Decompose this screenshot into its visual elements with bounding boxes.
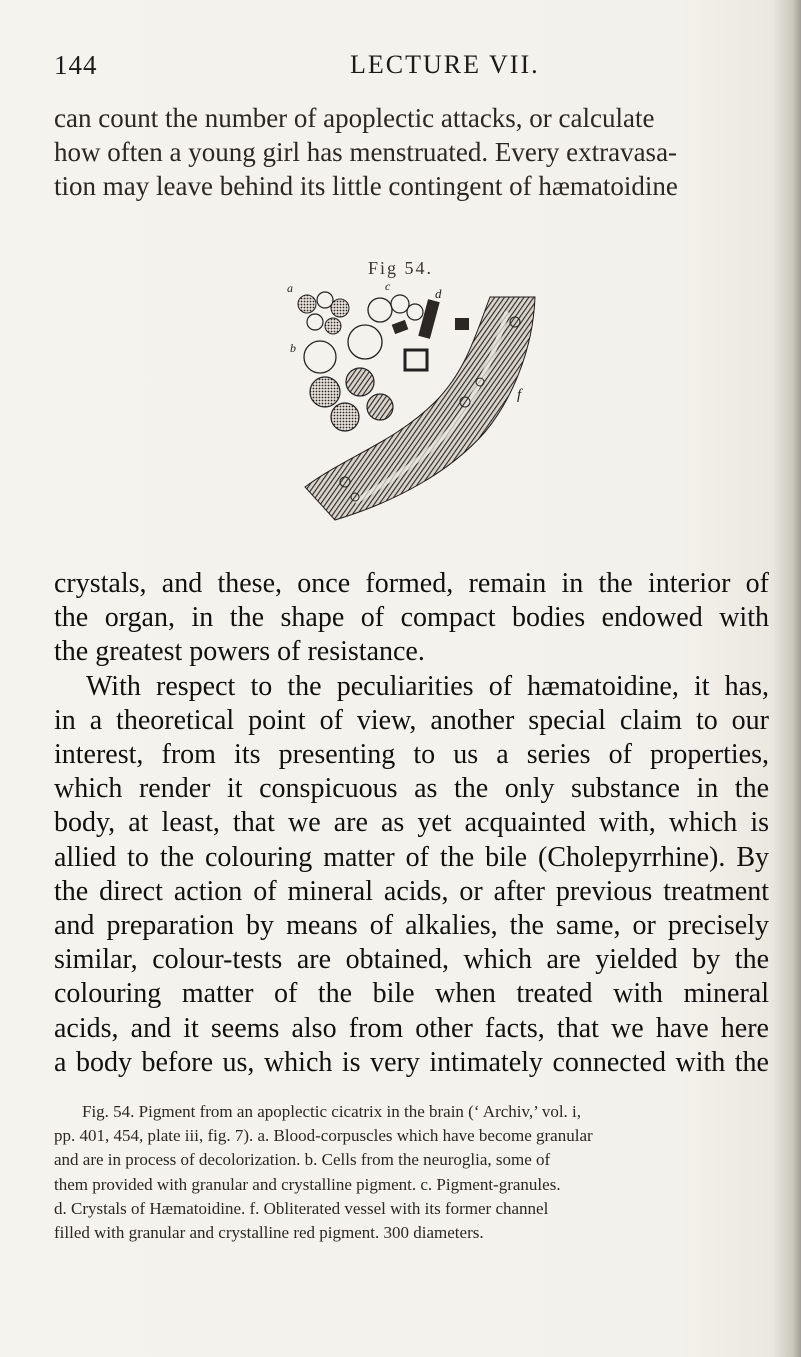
- caption-line: and are in process of decolorization. b. Cells from the neuroglia, some of: [54, 1150, 551, 1170]
- text-line: acids, and it seems also from other facts, that we have here: [54, 1012, 769, 1044]
- figure-letter: b: [290, 341, 296, 355]
- page-number: 144: [54, 50, 98, 80]
- neuroglia-cell: [348, 325, 382, 359]
- corpuscle: [325, 318, 341, 334]
- text-line: a body before us, which is very intimately connected with the: [54, 1046, 769, 1078]
- caption-line: them provided with granular and crystalline pigment. c. Pigment-granules.: [54, 1174, 561, 1194]
- haematoidine-crystal: [455, 318, 469, 330]
- haematoidine-crystal: [392, 320, 409, 334]
- text-line: the organ, in the shape of compact bodies endowed with: [54, 602, 769, 634]
- caption-line: filled with granular and crystalline red pigment. 300 diameters.: [54, 1223, 484, 1243]
- corpuscle: [307, 314, 323, 330]
- pigment-cell: [407, 304, 423, 320]
- text-line: similar, colour-tests are obtained, which are yielded by the: [54, 944, 769, 976]
- neuroglia-cell: [331, 403, 359, 431]
- running-head: [0, 50, 801, 90]
- page-edge-shadow: [773, 0, 801, 1357]
- caption-line: pp. 401, 454, plate iii, fig. 7). a. Blood-corpuscles which have become granular: [54, 1126, 593, 1146]
- pigment-cell: [391, 295, 409, 313]
- text-line: and preparation by means of alkalies, the same, or precisely: [54, 910, 769, 942]
- text-line: which render it conspicuous as the only substance in the: [54, 773, 769, 805]
- text-line: tion may leave behind its little contingent of hæmatoidine: [54, 171, 678, 201]
- text-line: interest, from its presenting to us a series of properties,: [54, 739, 769, 771]
- text-line: colouring matter of the bile when treated with mineral: [54, 978, 769, 1010]
- figure-letter: f: [517, 387, 522, 403]
- pigment-illustration: [285, 282, 545, 532]
- corpuscle: [317, 292, 333, 308]
- neuroglia-cell: [310, 377, 340, 407]
- text-line: With respect to the peculiarities of hæmatoidine, it has,: [86, 670, 769, 702]
- text-line: can count the number of apoplectic attacks, or calculate: [54, 103, 655, 133]
- caption-line: Fig. 54. Pigment from an apoplectic cicatrix in the brain (‘ Archiv,’ vol. i,: [82, 1102, 582, 1121]
- body-paragraph: [54, 567, 769, 1080]
- text-line: in a theoretical point of view, another special claim to our: [54, 704, 769, 736]
- haematoidine-crystal: [405, 350, 427, 370]
- figure-caption: [54, 1100, 769, 1245]
- text-line: the direct action of mineral acids, or after previous treatment: [54, 875, 769, 907]
- figure-letter: a: [287, 282, 293, 295]
- caption-line: d. Crystals of Hæmatoidine. f. Obliterated vessel with its former channel: [54, 1198, 549, 1218]
- top-paragraph: [54, 101, 769, 203]
- text-line: crystals, and these, once formed, remain in the interior of: [54, 568, 769, 599]
- neuroglia-cell: [304, 341, 336, 373]
- text-line: the greatest powers of resistance.: [54, 636, 425, 668]
- text-line: body, at least, that we are as yet acquainted with, which is: [54, 807, 769, 839]
- corpuscle: [298, 295, 316, 313]
- figure-letter: c: [385, 282, 391, 293]
- neuroglia-cell: [346, 368, 374, 396]
- haematoidine-crystal: [418, 299, 439, 339]
- running-title: LECTURE VII.: [350, 50, 540, 79]
- text-line: how often a young girl has menstruated. Every extravasa-: [54, 137, 678, 167]
- corpuscle: [331, 299, 349, 317]
- neuroglia-cell: [367, 394, 393, 420]
- figure-label: Fig 54.: [367, 258, 433, 278]
- figure-illustration: [285, 282, 545, 532]
- figure-letter: d: [435, 286, 442, 301]
- text-line: allied to the colouring matter of the bile (Cholepyrrhine). By: [54, 841, 769, 873]
- pigment-cell: [368, 298, 392, 322]
